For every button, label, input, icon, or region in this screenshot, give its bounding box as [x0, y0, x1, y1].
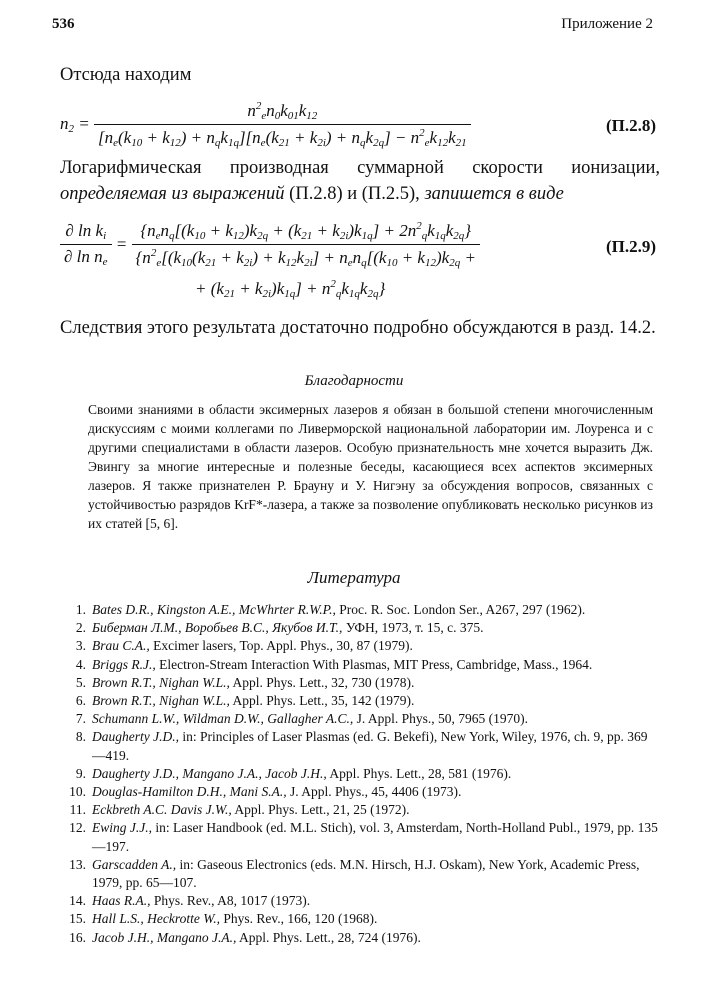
page-number: 536 [52, 16, 75, 32]
acknowledgements-text: Своими знаниями в области эксимерных лазеров я обязан в большой степени многочисленным дискуссиям с моими коллегами по Ливерморской национальной лаборатории им. Лоуренса и с другими специалистами в области лазеров. Особую признательность мне хочется выразить Дж. Эвингу за многие интересные и полезные беседы, касающиеся всех аспектов эксимерных лазеров. Я также признателен Р. Брауну и У. Нигэну за обсуждения вопросов, связанных с устойчивостью разрядов KrF*-лазера, а также за позволение опубликовать несколько рисунков из их статей [5, 6]. [88, 402, 653, 531]
reference-item: 15. Hall L.S., Heckrotte W., Phys. Rev., 166, 120 (1968). [69, 911, 378, 927]
reference-item: 8. Daugherty J.D., in: Principles of Laser Plasmas (ed. G. Bekefi), New York, Wiley, 1976, ch. 9, pp. 369—419. [75, 729, 648, 763]
reference-item: 12. Ewing J.J., in: Laser Handbook (ed. M.L. Stich), vol. 3, Amsterdam, North-Holland Publ., 1979, pp. 135—197. [69, 820, 658, 854]
reference-item: 6. Brown R.T., Nighan W.L., Appl. Phys. Lett., 35, 142 (1979). [75, 693, 415, 709]
references-list [60, 601, 660, 947]
reference-item: 10. Douglas-Hamilton D.H., Mani S.A., J. Appl. Phys., 45, 4406 (1973). [69, 784, 462, 800]
equation-p2-8-fraction: $\frac{n^2_en_0k_{01}k_{12}}{[n_e(k_{10} + k_{12}) + n_qk_{1q}][n_e(k_{21} + k_{2i}) + n_qk_{2q}] - n^2_ek_{12}k_{21}}$ [94, 100, 471, 149]
paragraph-derivative-italic: определяемая из выражений [60, 184, 285, 204]
reference-item: 11. Eckbreth A.C. Davis J.W., Appl. Phys. Lett., 21, 25 (1972). [69, 802, 410, 818]
reference-item: 1. Bates D.R., Kingston A.E., McWhrter R.W.P., Proc. R. Soc. London Ser., A267, 297 (1962). [75, 602, 586, 617]
equation-p2-9: $\frac{\partial \ln k_i}{\partial \ln n_e}$ = $\frac{\{n_en_q[(k_{10} + k_{12})k_{2q} + (k_{21} + k_{2i})k_{1q}] + 2n^2_qk_{1q}k_{2q}\}}{\{n^2_e[(k_{10}(k_{21} + k_{2i}) + k_{12}k_{2i}] + n_en_q[(k_{10} + k_{12})k_{2q} +}$ [60, 220, 660, 269]
references-title: Литература [307, 568, 401, 587]
reference-item: 2. Биберман Л.М., Воробьев В.С., Якубов И.Т., УФН, 1973, т. 15, с. 375. [75, 620, 484, 636]
reference-item: 7. Schumann L.W., Wildman D.W., Gallagher A.C., J. Appl. Phys., 50, 7965 (1970). [75, 711, 529, 727]
equation-label: (П.2.9) [605, 237, 656, 256]
paragraph-derivative-text: Логарифмическая производная суммарной скорости ионизации, [60, 158, 660, 178]
paragraph-derivative-italic-end: запишется в виде [424, 184, 564, 204]
log-derivative: $\frac{\partial \ln k_i}{\partial \ln n_e}$ [60, 221, 112, 268]
paragraph-derivative [60, 155, 660, 207]
running-header: Приложение 2 [561, 16, 653, 32]
paragraph-derivative-refs: (П.2.8) и (П.2.5), [289, 184, 420, 204]
acknowledgements-title: Благодарности [304, 373, 404, 389]
equation-p2-9-continued: + $(k_{21} + k_{2i})k_{1q}] + n^2_qk_{1q}k_{2q}$} [195, 278, 386, 300]
reference-item: 3. Brau C.A., Excimer lasers, Top. Appl. Phys., 30, 87 (1979). [75, 638, 413, 654]
reference-item: 4. Briggs R.J., Electron-Stream Interaction With Plasmas, MIT Press, Cambridge, Mass., 1964. [75, 656, 593, 672]
reference-item: 13. Garscadden A., in: Gaseous Electronics (eds. M.N. Hirsch, H.J. Oskam), New York, Academic Press, 1979, pp. 65—107. [69, 856, 640, 891]
reference-item: 5. Brown R.T., Nighan W.L., Appl. Phys. Lett., 32, 730 (1978). [75, 674, 415, 690]
equation-p2-9-fraction: $\frac{\{n_en_q[(k_{10} + k_{12})k_{2q} + (k_{21} + k_{2i})k_{1q}] + 2n^2_qk_{1q}k_{2q}\}}{\{n^2_e[(k_{10}(k_{21} + k_{2i}) + k_{12}k_{2i}] + n_en_q[(k_{10} + k_{12})k_{2q} +}$ [132, 220, 480, 269]
paragraph-consequences: Следствия этого результата достаточно подробно обсуждаются в разд. 14.2. [60, 318, 656, 338]
equation-p2-8: $n_2$ = $\frac{n^2_en_0k_{01}k_{12}}{[n_e(k_{10} + k_{12}) + n_qk_{1q}][n_e(k_{21} + k_{2i}) + n_qk_{2q}] - n^2_ek_{12}k_{21}}$ [60, 100, 660, 149]
reference-item: 16. Jacob J.H., Mangano J.A., Appl. Phys. Lett., 28, 724 (1976). [69, 929, 421, 945]
reference-item: 9. Daugherty J.D., Mangano J.A., Jacob J.H., Appl. Phys. Lett., 28, 581 (1976). [75, 765, 512, 781]
reference-item: 14. Haas R.A., Phys. Rev., A8, 1017 (1973). [69, 893, 311, 909]
equation-label: (П.2.8) [605, 116, 656, 135]
intro-text: Отсюда находим [60, 65, 192, 85]
